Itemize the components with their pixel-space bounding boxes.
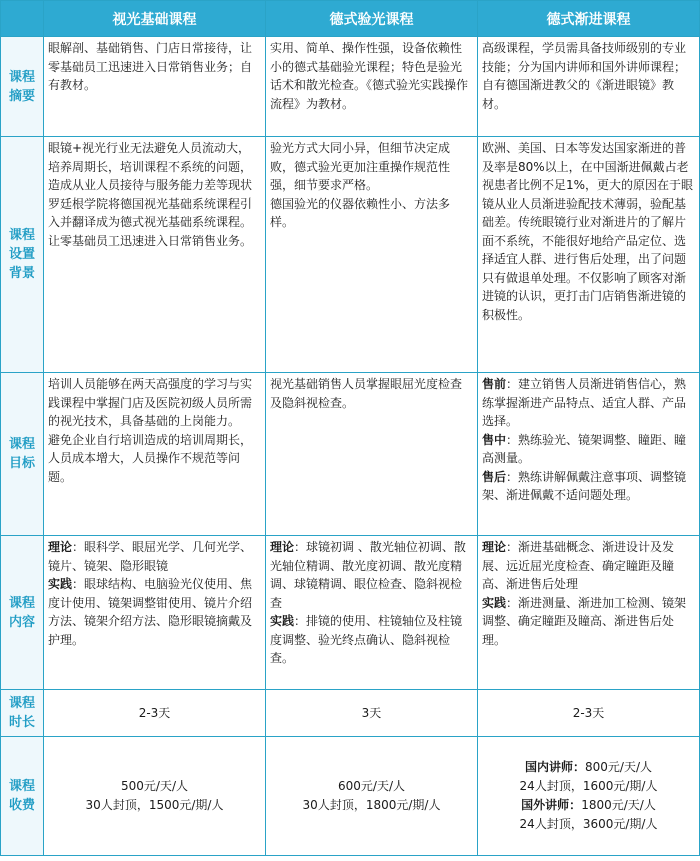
label-summary: 课程 摘要	[1, 37, 44, 137]
duration-basic: 2-3天	[44, 690, 266, 737]
label-goal: 课程 目标	[1, 373, 44, 536]
row-content	[1, 536, 700, 690]
header-row	[1, 1, 700, 37]
goal-refraction: 视光基础销售人员掌握眼屈光度检查及隐斜视检查。	[266, 373, 478, 536]
summary-progressive: 高级课程，学员需具备技师级别的专业技能；分为国内讲师和国外讲师课程；自有德国渐进教父的《渐进眼镜》教材。	[478, 37, 700, 137]
fee-refraction: 600元/天/人 30人封顶，1800元/期/人	[266, 737, 478, 856]
fee-basic: 500元/天/人 30人封顶，1500元/期/人	[44, 737, 266, 856]
summary-refraction: 实用、简单、操作性强，设备依赖性小的德式基础验光课程；特色是验光话术和散光检查。《德式验光实践操作流程》为教材。	[266, 37, 478, 137]
header-german-progressive: 德式渐进课程	[478, 1, 700, 37]
header-german-refraction: 德式验光课程	[266, 1, 478, 37]
background-refraction: 验光方式大同小异，但细节决定成败，德式验光更加注重操作规范性强，细节要求严格。 德国验光的仪器依赖性小、方法多样。	[266, 137, 478, 373]
summary-basic: 眼解剖、基础销售、门店日常接待，让零基础员工迅速进入日常销售业务；自有教材。	[44, 37, 266, 137]
content-basic: 理论：眼科学、眼屈光学、几何光学、镜片、镜架、隐形眼镜 实践：眼球结构、电脑验光仪使用、焦度计使用、镜架调整钳使用、镜片介绍方法、镜架介绍方法、隐形眼镜摘戴及护理。	[44, 536, 266, 690]
fee-progressive: 国内讲师：800元/天/人 24人封顶，1600元/期/人 国外讲师：1800元/天/人 24人封顶，3600元/期/人	[478, 737, 700, 856]
row-summary	[1, 37, 700, 137]
content-progressive: 理论：渐进基础概念、渐进设计及发展、远近屈光度检查、确定瞳距及瞳高、渐进售后处理 实践：渐进测量、渐进加工检测、镜架调整、确定瞳距及瞳高、渐进售后处理。	[478, 536, 700, 690]
row-goal	[1, 373, 700, 536]
label-background: 课程 设置 背景	[1, 137, 44, 373]
row-duration	[1, 690, 700, 737]
row-fee	[1, 737, 700, 856]
label-duration: 课程 时长	[1, 690, 44, 737]
duration-refraction: 3天	[266, 690, 478, 737]
goal-progressive: 售前：建立销售人员渐进销售信心，熟练掌握渐进产品特点、适宜人群、产品选择。 售中：熟练验光、镜架调整、瞳距、瞳高测量。 售后：熟练讲解佩戴注意事项、调整镜架、渐进佩戴不适问题处理。	[478, 373, 700, 536]
background-progressive: 欧洲、美国、日本等发达国家渐进的普及率是80%以上，在中国渐进佩戴占老视患者比例不足1%，更大的原因在于眼镜从业人员渐进验配技术薄弱，验配基础差。传统眼镜行业对渐进片的了解片面不系统，不能很好地给产品定位、选择适宜人群、进行售后处理，出了问题只有做退单处理。不仅影响了顾客对渐进镜的认识，更打击门店销售渐进镜的积极性。	[478, 137, 700, 373]
duration-progressive: 2-3天	[478, 690, 700, 737]
row-background	[1, 137, 700, 373]
goal-basic: 培训人员能够在两天高强度的学习与实践课程中掌握门店及医院初级人员所需的视光技术，具备基础的上岗能力。 避免企业自行培训造成的培训周期长，人员成本增大，人员操作不规范等问题。	[44, 373, 266, 536]
background-basic: 眼镜+视光行业无法避免人员流动大，培养周期长，培训课程不系统的问题，造成从业人员接待与服务能力差等现状 罗廷根学院将德国视光基础系统课程引入并翻译成为德式视光基础系统课程。 让零基础员工迅速进入日常销售业务。	[44, 137, 266, 373]
corner-cell	[1, 1, 44, 37]
label-content: 课程 内容	[1, 536, 44, 690]
header-basic-optometry: 视光基础课程	[44, 1, 266, 37]
content-refraction: 理论：球镜初调 、散光轴位初调、散光轴位精调、散光度初调、散光度精调、球镜精调、眼位检查、隐斜视检查 实践：排镜的使用、柱镜轴位及柱镜度调整、验光终点确认、隐斜视检查。	[266, 536, 478, 690]
label-fee: 课程 收费	[1, 737, 44, 856]
